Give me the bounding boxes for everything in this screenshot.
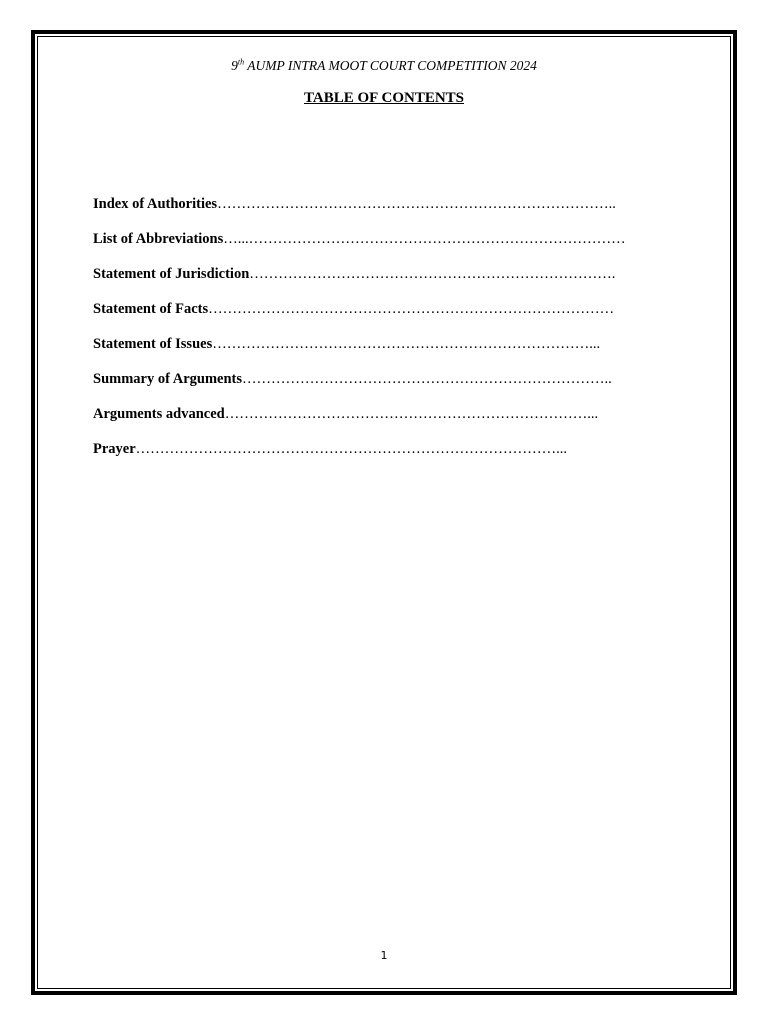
- toc-item-summary-of-arguments: [93, 370, 663, 405]
- toc-item-leader: …...……………………………………………………………………: [223, 231, 626, 247]
- toc-item-statement-of-facts: [93, 300, 663, 335]
- document-header: [0, 58, 768, 74]
- toc-item-index-of-authorities: [93, 195, 663, 230]
- toc-item-statement-of-jurisdiction: [93, 265, 663, 300]
- toc-item-leader: ………………………………………………………………………..: [217, 196, 616, 212]
- toc-item-label: Statement of Issues: [93, 336, 213, 352]
- toc-item-prayer: [93, 440, 663, 475]
- header-ordinal-suffix: th: [237, 57, 245, 67]
- toc-item-label: Index of Authorities: [93, 196, 218, 212]
- toc-title: TABLE OF CONTENTS: [303, 90, 465, 106]
- toc-item-label: Prayer: [93, 441, 136, 457]
- toc-item-label: Summary of Arguments: [93, 371, 243, 387]
- toc-item-leader: ……………………………………………………………………………...: [135, 441, 568, 457]
- page-border-inner: [37, 36, 731, 989]
- toc-item-label: List of Abbreviations: [93, 231, 224, 247]
- header-title: AUMP INTRA MOOT COURT COMPETITION 2024: [247, 58, 537, 73]
- toc-item-label: Arguments advanced: [93, 406, 225, 422]
- toc-item-leader: …………………………………………………………………………: [208, 301, 615, 317]
- toc-item-leader: …………………………………………………………………..: [242, 371, 612, 387]
- toc-item-leader: ……………………………………………………………………...: [212, 336, 601, 352]
- toc-item-arguments-advanced: [93, 405, 663, 440]
- toc-item-list-of-abbreviations: [93, 230, 663, 265]
- page-border: [31, 30, 737, 995]
- toc-item-leader: ………………………………………………………………….: [249, 266, 616, 282]
- header-ordinal: 9: [231, 58, 238, 73]
- toc-item-label: Statement of Jurisdiction: [93, 266, 250, 282]
- toc-item-label: Statement of Facts: [93, 301, 209, 317]
- page-number: 1: [380, 949, 388, 962]
- toc-item-leader: …………………………………………………………………...: [224, 406, 599, 422]
- toc-item-statement-of-issues: [93, 335, 663, 370]
- toc-list: [93, 195, 663, 475]
